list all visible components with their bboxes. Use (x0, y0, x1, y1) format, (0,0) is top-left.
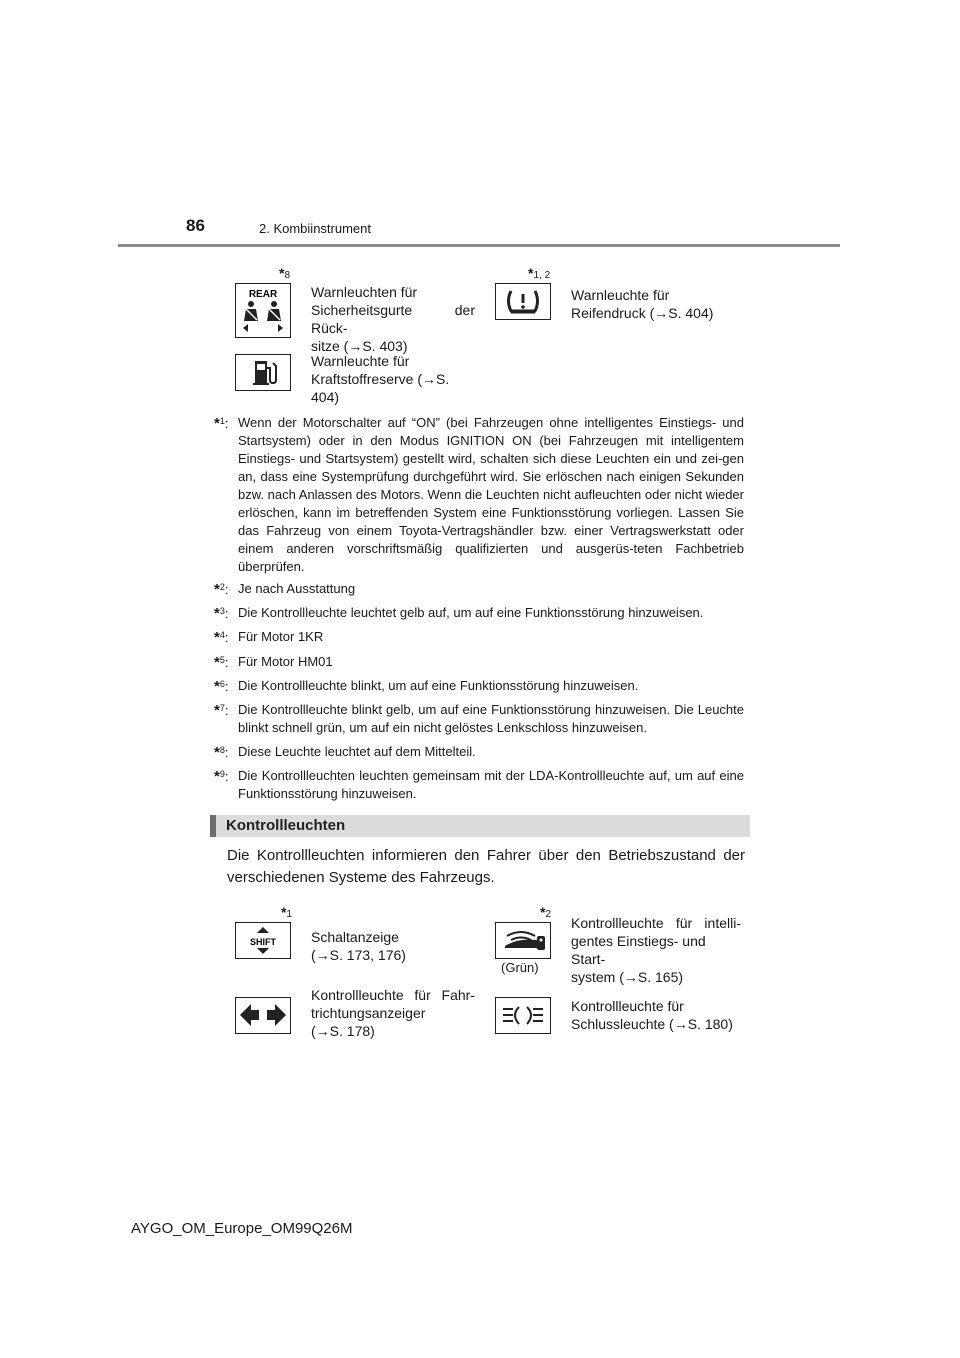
footnote-6: *$^6$: Die Kontrollleuchte blinkt, um auf eine Funktionsstörung hinzuweisen. (214, 678, 639, 695)
footnote-4: *$^4$: Für Motor 1KR (214, 629, 324, 646)
indicator-text-turn-signal: Kontrollleuchte für Fahr- trichtungsanzeiger (→S. 178) (311, 987, 475, 1039)
green-caption: (Grün) (501, 960, 539, 975)
footnote-7: *$^7$: Die Kontrollleuchte blinkt gelb, um auf eine Funktionsstörung hinzuweisen. Die Leuchte blinkt schnell grün, um auf ein nicht gelöstes Lenkschloss hinzuweisen. (214, 702, 744, 735)
turn-signal-icon (235, 997, 291, 1034)
footnote-1: *$^1$: Wenn der Motorschalter auf “ON” (bei Fahrzeugen ohne intelligentes Einstiegs- und Startsystem) oder in den Modus IGNITION ON (bei Fahrzeugen mit intelligentem Einstiegs- und Startsystem) gestellt wird, schalten sich diese Leuchten ein und zei-gen an, dass eine Systemprüfung durchgeführt wird. Sie erlöschen nach einigen Sekunden bzw. nach Anlassen des Motors. Wenn die Leuchten nicht aufleuchten oder nicht wieder erlöschen, kann im betreffenden System eine Funktionsstörung vorliegen. Lassen Sie das Fahrzeug von einem Toyota-Vertragshändler bzw. einer Vertragswerkstatt oder einem anderen vorschriftsmäßig qualifizierten und ausgerüs-teten Fachbetrieb überprüfen. (214, 415, 744, 574)
section-title: Kontrollleuchten (226, 817, 346, 834)
smart-key-icon (495, 922, 551, 959)
tire-pressure-icon (495, 283, 551, 320)
footnote-ref: *2 (540, 904, 552, 920)
footnote-2: *$^2$: Je nach Ausstattung (214, 581, 356, 598)
indicator-text-smart-key: Kontrollleuchte für intelli- gentes Einstiegs- und Start- system (→S. 165) (571, 915, 741, 985)
section-heading-bar (210, 815, 750, 837)
fuel-pump-icon (235, 354, 291, 391)
header-divider (118, 244, 840, 247)
indicator-text-shift: Schaltanzeige (→S. 173, 176) (311, 929, 406, 963)
document-id: AYGO_OM_Europe_OM99Q26M (131, 1220, 353, 1237)
rear-seatbelt-icon (235, 283, 291, 338)
footnote-ref: *1 (281, 904, 293, 920)
footnote-8: *$^8$: Diese Leuchte leuchtet auf dem Mittelteil. (214, 744, 476, 761)
footnote-9: *$^9$: Die Kontrollleuchten leuchten gemeinsam mit der LDA-Kontrollleuchte auf, um auf eine Funktionsstörung hinzuweisen. (214, 768, 744, 801)
svg-text:SHIFT: SHIFT (250, 937, 276, 947)
warning-text-fuel: Warnleuchte für Kraftstoffreserve (→S. 404) (311, 353, 450, 405)
footnote-5: *$^5$: Für Motor HM01 (214, 654, 333, 671)
footnote-ref: *1, 2 (528, 265, 551, 281)
warning-text-tire-pressure: Warnleuchte für Reifendruck (→S. 404) (571, 287, 714, 321)
footnote-3: *$^3$: Die Kontrollleuchte leuchtet gelb auf, um auf eine Funktionsstörung hinzuweisen. (214, 605, 704, 622)
page-number: 86 (186, 216, 205, 235)
warning-text-rear-seatbelt: Warnleuchten für Sicherheitsgurte der Rück- sitze (→S. 403) (311, 284, 475, 354)
svg-text:REAR: REAR (248, 289, 278, 300)
tail-light-icon (495, 997, 551, 1034)
indicator-text-tail-light: Kontrollleuchte für Schlussleuchte (→S. 180) (571, 998, 733, 1032)
footnote-ref: *8 (279, 265, 291, 281)
chapter-title: 2. Kombiinstrument (259, 221, 371, 236)
section-intro: Die Kontrollleuchten informieren den Fahrer über den Betriebszustand der verschiedenen Systeme des Fahrzeugs. (227, 847, 745, 886)
shift-indicator-icon (235, 922, 291, 959)
